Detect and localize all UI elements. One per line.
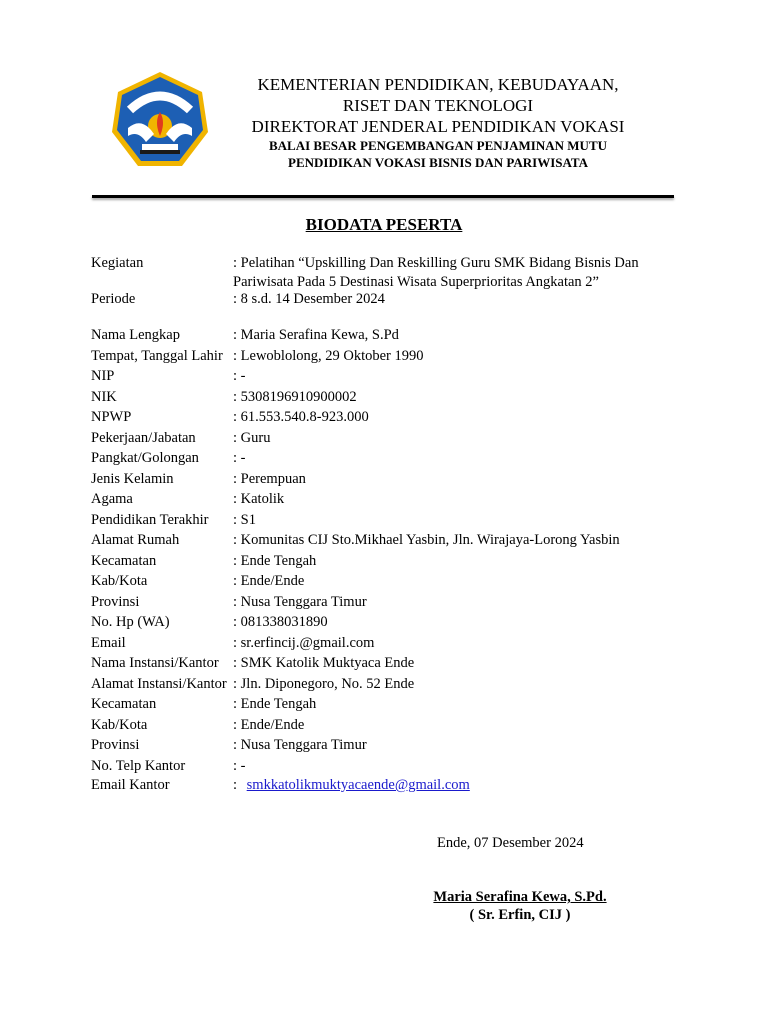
- field-label: Provinsi: [91, 593, 140, 610]
- field-value: : 5308196910900002: [233, 388, 357, 405]
- field-value: : Guru: [233, 429, 271, 446]
- field-label: Alamat Rumah: [91, 532, 180, 548]
- ministry-name-line2: RISET DAN TEKNOLOGI: [342, 96, 534, 115]
- field-label: Kab/Kota: [91, 716, 148, 733]
- field-value: : SMK Katolik Muktyaca Ende: [233, 655, 415, 671]
- place-date: Ende, 07 Desember 2024: [437, 835, 584, 851]
- field-label: Kegiatan: [91, 255, 144, 271]
- institution-name-line2: PENDIDIKAN VOKASI BISNIS DAN PARIWISATA: [288, 155, 588, 170]
- field-value: : Katolik: [233, 491, 285, 507]
- field-label: Alamat Instansi/Kantor: [91, 675, 227, 692]
- signatory-name: Maria Serafina Kewa, S.Pd.: [433, 889, 607, 905]
- field-label: Pangkat/Golongan: [91, 450, 199, 466]
- field-label: Nama Lengkap: [91, 327, 180, 343]
- field-label: Kecamatan: [91, 552, 157, 569]
- field-value: : -: [233, 368, 246, 384]
- field-label: Pekerjaan/Jabatan: [91, 429, 196, 446]
- field-value: : Ende Tengah: [233, 552, 317, 569]
- field-value: : 8 s.d. 14 Desember 2024: [233, 291, 385, 307]
- header-divider: [92, 195, 674, 198]
- field-value: : 61.553.540.8-923.000: [233, 409, 369, 425]
- field-value: : Nusa Tenggara Timur: [233, 593, 367, 610]
- field-value: : Lewoblolong, 29 Oktober 1990: [233, 347, 424, 364]
- field-label: Provinsi: [91, 737, 140, 753]
- field-label: Kecamatan: [91, 696, 157, 712]
- field-label: NPWP: [91, 409, 132, 425]
- field-value: : Perempuan: [233, 470, 306, 487]
- field-label: Agama: [91, 491, 133, 507]
- field-label: Nama Instansi/Kantor: [91, 655, 219, 671]
- document-title: BIODATA PESERTA: [305, 215, 463, 234]
- email-kantor-link[interactable]: smkkatolikmuktyacaende@gmail.com: [246, 777, 470, 793]
- field-label: No. Telp Kantor: [91, 757, 186, 774]
- field-value: : Jln. Diponegoro, No. 52 Ende: [233, 675, 415, 692]
- field-value-line1: : Pelatihan “Upskilling Dan Reskilling Guru SMK Bidang Bisnis Dan: [233, 255, 639, 271]
- field-label: No. Hp (WA): [91, 614, 170, 630]
- letterhead: [228, 74, 648, 171]
- field-label: Kab/Kota: [91, 573, 148, 589]
- institution-name-line1: BALAI BESAR PENGEMBANGAN PENJAMINAN MUTU: [268, 138, 607, 153]
- field-label: Pendidikan Terakhir: [91, 511, 209, 528]
- field-label: Email: [91, 634, 126, 651]
- field-value: : Maria Serafina Kewa, S.Pd: [233, 327, 399, 343]
- signatory-alias: ( Sr. Erfin, CIJ ): [469, 907, 571, 923]
- field-label: Email Kantor: [91, 777, 170, 793]
- field-value: : sr.erfincij.@gmail.com: [233, 634, 375, 651]
- directorate-name: DIREKTORAT JENDERAL PENDIDIKAN VOKASI: [251, 117, 625, 136]
- field-colon: :: [233, 777, 238, 793]
- ministry-name-line1: KEMENTERIAN PENDIDIKAN, KEBUDAYAAN,: [257, 75, 619, 94]
- field-value: : Komunitas CIJ Sto.Mikhael Yasbin, Jln. Wirajaya-Lorong Yasbin: [233, 532, 620, 548]
- field-value: : Nusa Tenggara Timur: [233, 737, 367, 753]
- field-kegiatan: [91, 254, 691, 294]
- field-label: Jenis Kelamin: [91, 470, 174, 487]
- field-label: Tempat, Tanggal Lahir: [91, 347, 223, 364]
- field-label: NIK: [91, 388, 117, 405]
- field-label: NIP: [91, 368, 115, 384]
- field-value: : Ende Tengah: [233, 696, 317, 712]
- tut-wuri-handayani-logo: [110, 70, 210, 170]
- field-value: : -: [233, 757, 246, 774]
- field-value-line2: Pariwisata Pada 5 Destinasi Wisata Superprioritas Angkatan 2”: [233, 274, 599, 290]
- field-value: : Ende/Ende: [233, 716, 305, 733]
- field-value: : 081338031890: [233, 614, 328, 630]
- field-value: : -: [233, 450, 246, 466]
- field-label: Periode: [91, 291, 136, 307]
- field-value: : Ende/Ende: [233, 573, 305, 589]
- field-value: : S1: [233, 511, 256, 528]
